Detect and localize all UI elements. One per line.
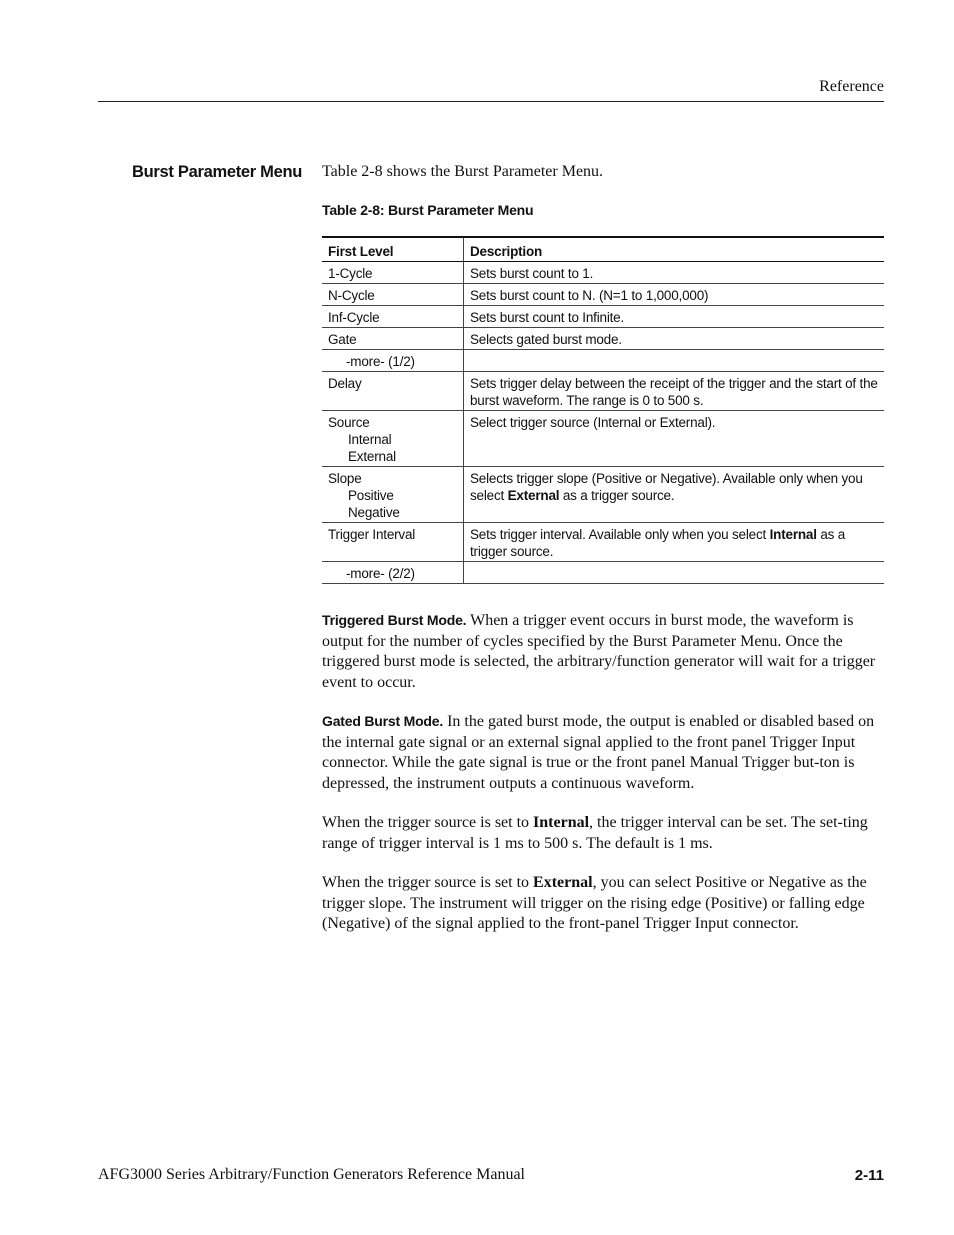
more-label: -more- (2/2) — [346, 566, 415, 581]
row-description: Sets trigger delay between the receipt of the trigger and the start of the burst waveform. The range is 0 to 500 s. — [464, 372, 885, 411]
table-row — [322, 306, 884, 328]
row-level: Gate — [322, 328, 464, 350]
table-row — [322, 467, 884, 523]
section-heading: Burst Parameter Menu — [132, 163, 303, 181]
paragraph-text: In the gated burst mode, the output is enabled or disabled based on the internal gate signal or an external signal applied to the front panel Trigger Input connector. While the gate signal is true or the front panel Manual Trigger but-ton is depressed, the instrument outputs a continuous waveform. — [322, 713, 875, 792]
level-label: Slope — [328, 471, 362, 486]
table-row — [322, 372, 884, 411]
paragraph-text: When a trigger event occurs in burst mode, the waveform is output for the number of cycles specified by the Burst Parameter Menu. Once the triggered burst mode is selected, the arbitrary/function generator will wait for a trigger event to occur. — [322, 612, 876, 691]
table-header-row — [322, 237, 884, 262]
row-description: Selects gated burst mode. — [464, 328, 885, 350]
run-in-heading: Triggered Burst Mode. — [322, 612, 467, 628]
paragraph-bold: Internal — [533, 814, 590, 831]
row-level: Delay — [322, 372, 464, 411]
desc-text: Selects trigger slope (Positive or Negative). Available only when you select — [470, 471, 863, 503]
burst-parameter-table — [322, 236, 884, 584]
row-description — [464, 523, 885, 562]
desc-text: Sets trigger interval. Available only when you select — [470, 527, 770, 542]
table-row — [322, 328, 884, 350]
row-level: N-Cycle — [322, 284, 464, 306]
desc-text: as a trigger source. — [559, 488, 675, 503]
paragraph-triggered-burst — [322, 610, 884, 693]
paragraph-text: , the trigger interval can be set. The set-ting range of trigger interval is 1 ms to 500 s. The default is 1 ms. — [322, 814, 868, 852]
row-description — [464, 350, 885, 372]
row-description — [464, 467, 885, 523]
page-number: 2-11 — [854, 1167, 884, 1184]
column-header-first-level: First Level — [322, 237, 464, 262]
paragraph-internal-source — [322, 813, 884, 854]
sub-option: External — [348, 449, 396, 464]
desc-bold: External — [507, 488, 560, 503]
row-level: 1-Cycle — [322, 262, 464, 284]
header-rule — [98, 101, 884, 102]
row-description: Select trigger source (Internal or External). — [464, 411, 885, 467]
paragraph-bold: External — [533, 874, 593, 891]
row-level-more — [322, 562, 464, 584]
desc-bold: Internal — [769, 527, 817, 542]
row-level-more — [322, 350, 464, 372]
table-row — [322, 262, 884, 284]
paragraph-gated-burst — [322, 711, 884, 794]
table-caption: Table 2-8: Burst Parameter Menu — [322, 202, 534, 218]
table-row — [322, 284, 884, 306]
paragraph-text: , you can select Positive or Negative as the trigger slope. The instrument will trigger on the rising edge (Positive) or falling edge (Negative) of the signal applied to the front-panel Trigger Input connector. — [322, 874, 867, 932]
row-description: Sets burst count to N. (N=1 to 1,000,000) — [464, 284, 885, 306]
sub-option: Negative — [348, 505, 400, 520]
row-level — [322, 467, 464, 523]
table-row — [322, 411, 884, 467]
sub-option: Internal — [348, 432, 392, 447]
intro-text: Table 2-8 shows the Burst Parameter Menu. — [322, 163, 604, 180]
sub-option: Positive — [348, 488, 394, 503]
column-header-description: Description — [464, 237, 885, 262]
row-description — [464, 562, 885, 584]
row-level — [322, 411, 464, 467]
paragraph-text: When the trigger source is set to — [322, 814, 534, 831]
level-label: Source — [328, 415, 370, 430]
row-level: Inf-Cycle — [322, 306, 464, 328]
running-header: Reference — [819, 78, 884, 95]
row-description: Sets burst count to 1. — [464, 262, 885, 284]
row-level: Trigger Interval — [322, 523, 464, 562]
more-label: -more- (1/2) — [346, 354, 415, 369]
table-row — [322, 523, 884, 562]
run-in-heading: Gated Burst Mode. — [322, 713, 444, 729]
table-row — [322, 350, 884, 372]
paragraph-external-source — [322, 873, 884, 935]
paragraph-text: When the trigger source is set to — [322, 874, 534, 891]
table-row — [322, 562, 884, 584]
row-description: Sets burst count to Infinite. — [464, 306, 885, 328]
desc-text: as a trigger source. — [470, 527, 846, 559]
footer-manual-title: AFG3000 Series Arbitrary/Function Generators Reference Manual — [98, 1166, 525, 1183]
